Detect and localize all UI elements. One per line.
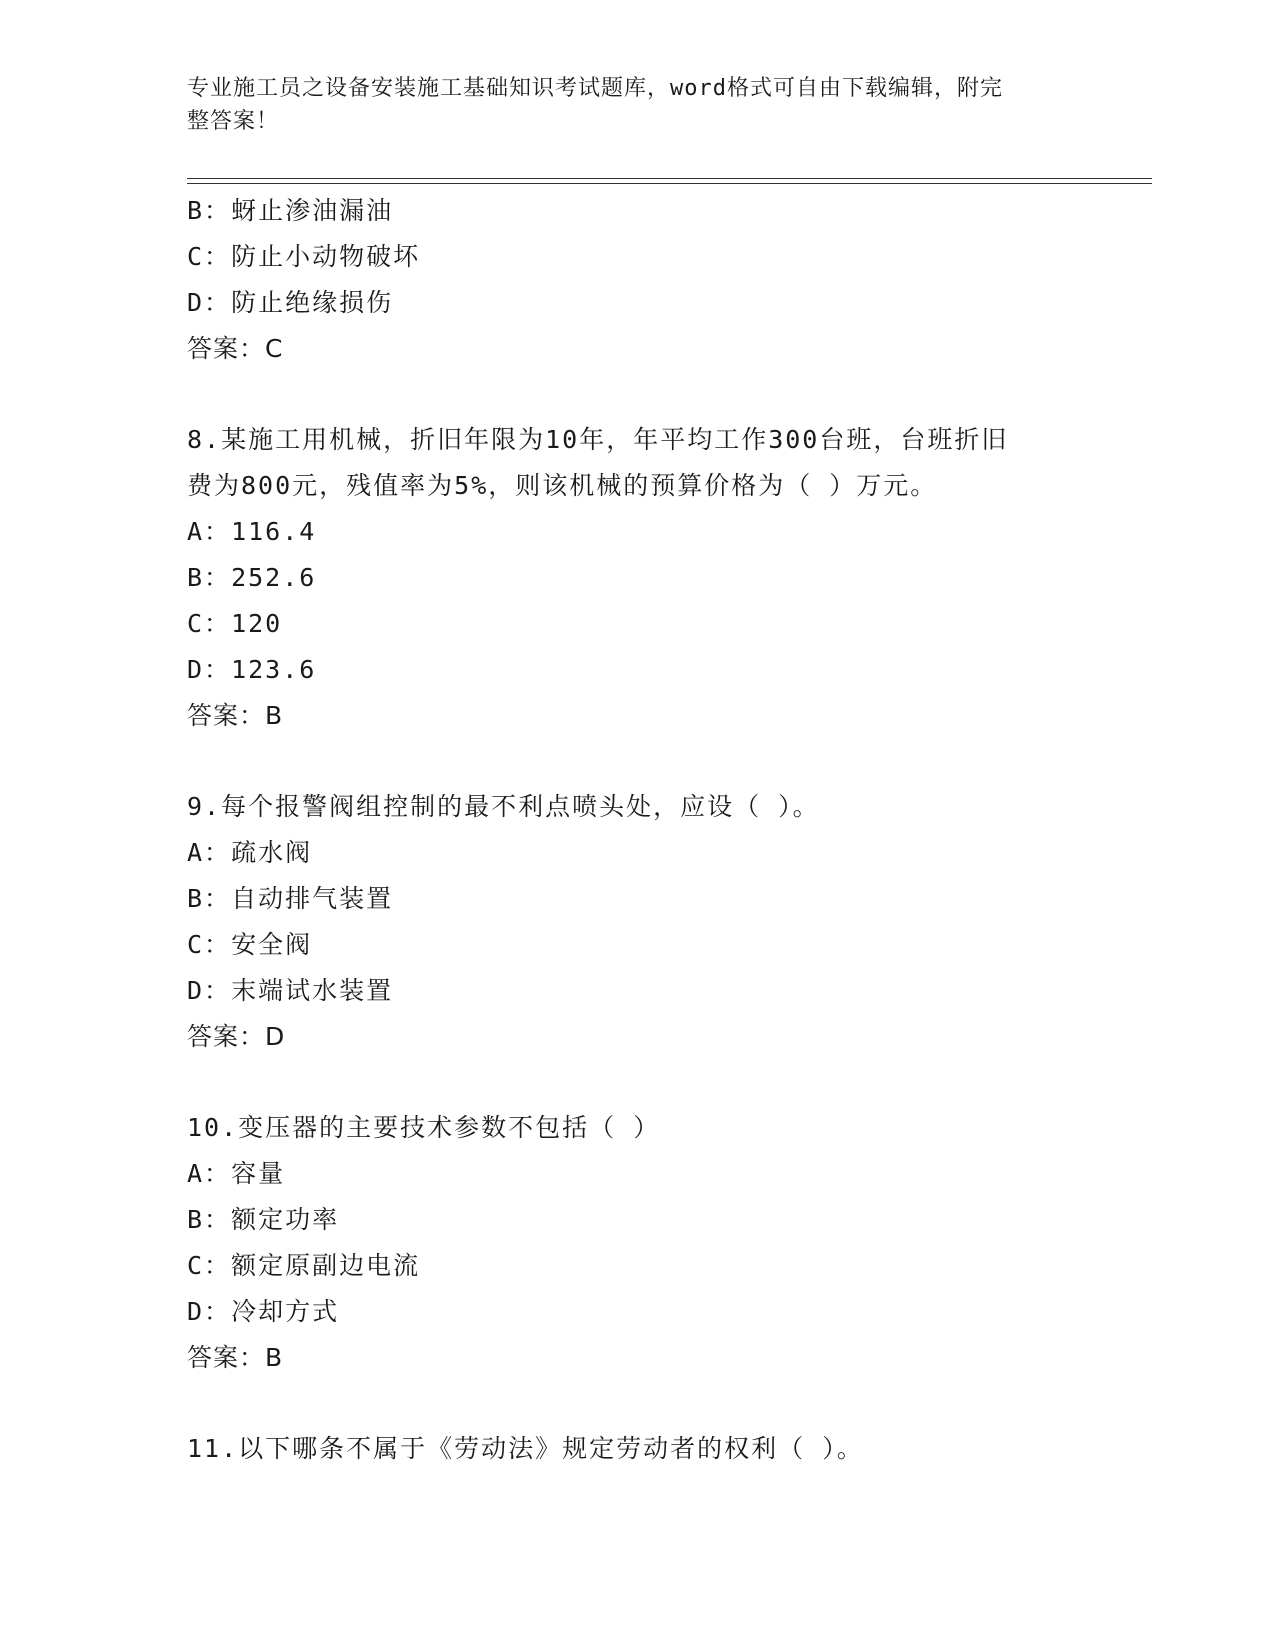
option-d bbox=[187, 968, 1087, 1014]
option-label: B： bbox=[187, 563, 232, 592]
option-a bbox=[187, 1151, 1087, 1197]
option-label: C： bbox=[187, 242, 232, 271]
option-d bbox=[187, 280, 1087, 326]
option-c bbox=[187, 1243, 1087, 1289]
option-label: C： bbox=[187, 609, 232, 638]
option-label: B： bbox=[187, 884, 232, 913]
option-label: D： bbox=[187, 1297, 232, 1326]
option-c bbox=[187, 922, 1087, 968]
question-9-stem: 9.每个报警阀组控制的最不利点喷头处，应设（ ）。 bbox=[187, 792, 820, 821]
option-text: 123.6 bbox=[231, 655, 317, 684]
option-a bbox=[187, 830, 1087, 876]
header-line-1: 专业施工员之设备安装施工基础知识考试题库，word格式可自由下载编辑，附完 bbox=[187, 76, 1003, 101]
option-text: 额定功率 bbox=[231, 1205, 340, 1234]
question-list bbox=[187, 188, 1087, 1472]
question-8-stem-line-1: 8.某施工用机械，折旧年限为10年，年平均工作300台班，台班折旧 bbox=[187, 425, 1009, 454]
option-text: 额定原副边电流 bbox=[231, 1251, 421, 1280]
option-text: 容量 bbox=[231, 1159, 286, 1188]
option-text: 安全阀 bbox=[231, 930, 313, 959]
option-a bbox=[187, 509, 1087, 555]
option-text: 252.6 bbox=[231, 563, 317, 592]
option-b bbox=[187, 876, 1087, 922]
document-header bbox=[187, 72, 1067, 138]
answer-line: 答案：B bbox=[187, 1343, 284, 1372]
option-text: 蚜止渗油漏油 bbox=[231, 196, 394, 225]
option-b bbox=[187, 188, 1087, 234]
option-label: C： bbox=[187, 1251, 232, 1280]
option-text: 冷却方式 bbox=[231, 1297, 340, 1326]
option-text: 120 bbox=[231, 609, 283, 638]
option-label: A： bbox=[187, 1159, 232, 1188]
question-8-stem-line-2: 费为800元，残值率为5%，则该机械的预算价格为（ ）万元。 bbox=[187, 471, 938, 500]
option-label: D： bbox=[187, 288, 232, 317]
question-10-stem: 10.变压器的主要技术参数不包括（ ） bbox=[187, 1113, 661, 1142]
option-label: B： bbox=[187, 196, 232, 225]
option-text: 自动排气装置 bbox=[231, 884, 394, 913]
header-line-2: 整答案！ bbox=[187, 109, 280, 134]
option-text: 防止小动物破坏 bbox=[231, 242, 421, 271]
option-d bbox=[187, 647, 1087, 693]
option-label: D： bbox=[187, 976, 232, 1005]
option-text: 116.4 bbox=[231, 517, 317, 546]
option-label: A： bbox=[187, 838, 232, 867]
option-label: D： bbox=[187, 655, 232, 684]
answer-line: 答案：D bbox=[187, 1022, 286, 1051]
option-text: 防止绝缘损伤 bbox=[231, 288, 394, 317]
option-text: 末端试水装置 bbox=[231, 976, 394, 1005]
option-label: B： bbox=[187, 1205, 232, 1234]
option-text: 疏水阀 bbox=[231, 838, 313, 867]
answer-line: 答案：C bbox=[187, 334, 284, 363]
answer-line: 答案：B bbox=[187, 701, 284, 730]
option-b bbox=[187, 555, 1087, 601]
option-d bbox=[187, 1289, 1087, 1335]
question-11-stem: 11.以下哪条不属于《劳动法》规定劳动者的权利（ ）。 bbox=[187, 1434, 864, 1463]
header-divider-bottom bbox=[187, 183, 1152, 184]
option-b bbox=[187, 1197, 1087, 1243]
option-c bbox=[187, 234, 1087, 280]
header-divider-top bbox=[187, 178, 1152, 179]
option-label: A： bbox=[187, 517, 232, 546]
option-label: C： bbox=[187, 930, 232, 959]
option-c bbox=[187, 601, 1087, 647]
